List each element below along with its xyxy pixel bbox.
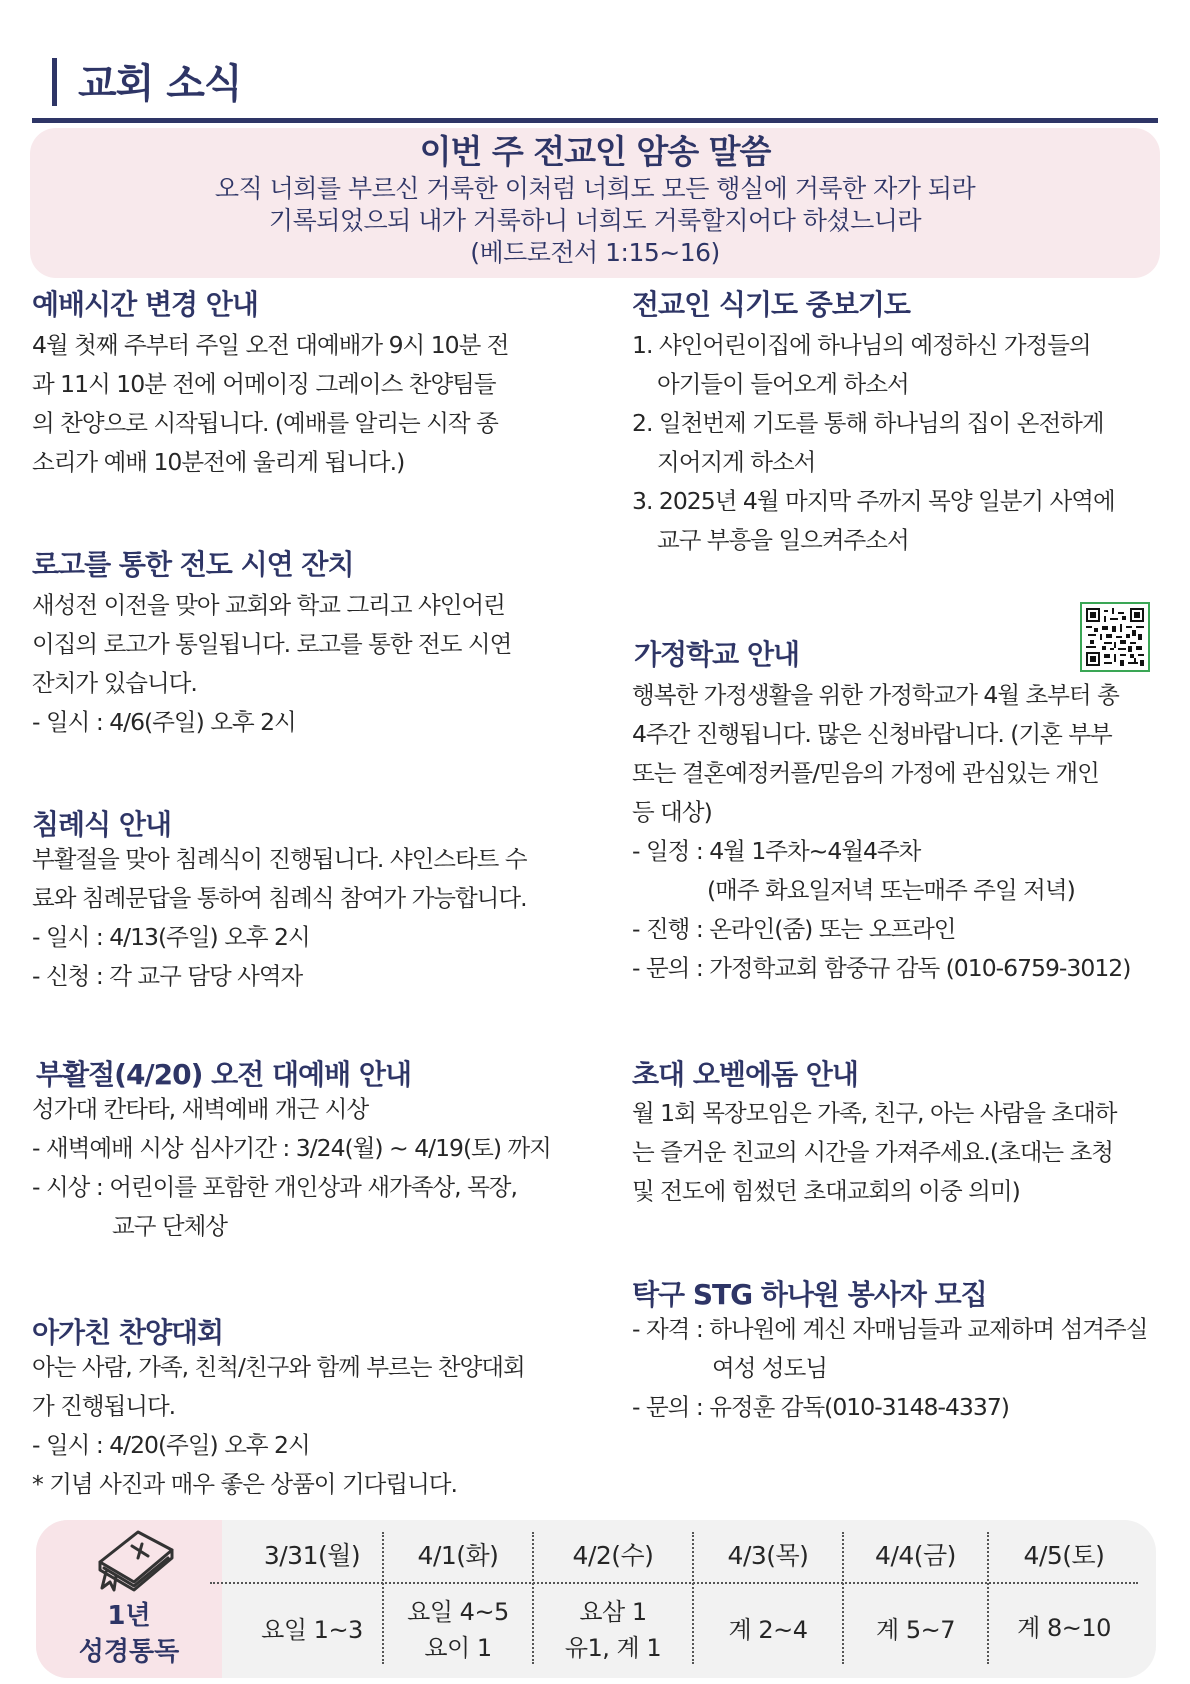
day-reading bbox=[694, 1612, 842, 1648]
verse-line: 오직 너희를 부르신 거룩한 이처럼 너희도 모든 행실에 거룩한 자가 되라 bbox=[214, 174, 976, 203]
prayer-item: 3. 2025년 4월 마지막 주까지 목양 일분기 사역에 bbox=[632, 487, 1115, 515]
reading-line: 계 5~7 bbox=[876, 1616, 955, 1644]
section-body bbox=[632, 1310, 1147, 1427]
reading-line: 계 2~4 bbox=[728, 1616, 808, 1644]
body-line: 료와 침례문답을 통하여 침례식 참여가 가능합니다. bbox=[32, 884, 527, 912]
section-title: 로고를 통한 전도 시연 잔치 bbox=[32, 548, 354, 581]
table-horizontal-divider bbox=[210, 1582, 1138, 1584]
reading-line: 요일 4~5 bbox=[407, 1598, 509, 1626]
body-line: 및 전도에 힘썼던 초대교회의 이중 의미) bbox=[632, 1177, 1020, 1205]
day-header: 4/1(화) bbox=[417, 1541, 499, 1570]
body-line: 월 1회 목장모임은 가족, 친구, 아는 사람을 초대하 bbox=[632, 1099, 1117, 1127]
body-line: 잔치가 있습니다. bbox=[32, 669, 197, 697]
body-line: - 시상 : 어린이를 포함한 개인상과 새가족상, 목장, bbox=[32, 1173, 517, 1201]
prayer-item-cont: 교구 부흥을 일으켜주소서 bbox=[657, 526, 909, 554]
body-line: 소리가 예배 10분전에 울리게 됩니다.) bbox=[32, 448, 405, 476]
section-baptism bbox=[32, 806, 527, 996]
label-line: 성경통독 bbox=[78, 1637, 180, 1667]
section-title: 예배시간 변경 안내 bbox=[32, 288, 258, 321]
section-title: 아가친 찬양대회 bbox=[32, 1316, 224, 1349]
section-title: 전교인 식기도 중보기도 bbox=[632, 288, 910, 321]
body-line: 4월 첫째 주부터 주일 오전 대예배가 9시 10분 전 bbox=[32, 331, 509, 359]
body-line: 등 대상) bbox=[632, 798, 712, 826]
body-line: - 새벽예배 시상 심사기간 : 3/24(월) ~ 4/19(토) 까지 bbox=[32, 1134, 551, 1162]
section-body bbox=[632, 326, 1115, 560]
body-line: 4주간 진행됩니다. 많은 신청바랍니다. (기혼 부부 bbox=[632, 720, 1112, 748]
body-line: - 일시 : 4/20(주일) 오후 2시 bbox=[32, 1431, 310, 1459]
body-line: 새성전 이전을 맞아 교회와 학교 그리고 샤인어린 bbox=[32, 591, 505, 619]
body-line: - 문의 : 유정훈 감독(010-3148-4337) bbox=[632, 1393, 1009, 1421]
section-body bbox=[632, 676, 1130, 988]
page-title: 교회 소식 bbox=[78, 61, 242, 107]
day-header: 4/2(수) bbox=[572, 1541, 654, 1570]
body-line: 과 11시 10분 전에 어메이징 그레이스 찬양팀들 bbox=[32, 370, 496, 398]
reading-line: 요일 1~3 bbox=[261, 1616, 363, 1644]
body-line: 성가대 칸타타, 새벽예배 개근 시상 bbox=[32, 1095, 369, 1123]
section-title: 가정학교 안내 bbox=[634, 638, 800, 671]
section-agachin-praise bbox=[32, 1314, 525, 1504]
section-title: 초대 오벧에돔 안내 bbox=[632, 1058, 858, 1091]
section-title: 침례식 안내 bbox=[32, 808, 171, 841]
body-line: 이집의 로고가 통일됩니다. 로고를 통한 전도 시연 bbox=[32, 630, 512, 658]
section-body bbox=[32, 326, 508, 482]
section-family-school bbox=[634, 636, 1130, 988]
body-line: - 진행 : 온라인(줌) 또는 오프라인 bbox=[632, 915, 956, 943]
section-logo-evangelism bbox=[32, 546, 511, 742]
body-line: 여성 성도님 bbox=[712, 1354, 827, 1382]
section-body bbox=[32, 1348, 525, 1504]
body-line: - 일시 : 4/6(주일) 오후 2시 bbox=[32, 708, 296, 736]
verse-title: 이번 주 전교인 암송 말씀 bbox=[419, 132, 771, 171]
label-line: 1년 bbox=[107, 1601, 151, 1631]
prayer-item-cont: 지어지게 하소서 bbox=[657, 448, 816, 476]
header-divider bbox=[32, 118, 1158, 123]
body-line: - 일정 : 4월 1주차~4월4주차 bbox=[632, 837, 921, 865]
prayer-item: 1. 샤인어린이집에 하나님의 예정하신 가정들의 bbox=[632, 331, 1091, 359]
verse-reference: (베드로전서 1:15~16) bbox=[470, 238, 720, 267]
day-reading bbox=[242, 1612, 382, 1648]
body-line: 아는 사람, 가족, 친척/친구와 함께 부르는 찬양대회 bbox=[32, 1353, 525, 1381]
reading-line: 요삼 1 bbox=[579, 1598, 647, 1626]
day-reading bbox=[989, 1610, 1139, 1646]
body-line: 의 찬양으로 시작됩니다. (예배를 알리는 시작 종 bbox=[32, 409, 498, 437]
section-body bbox=[32, 840, 527, 996]
section-meal-prayer bbox=[632, 286, 1115, 560]
section-body bbox=[32, 1090, 551, 1246]
body-line: 행복한 가정생활을 위한 가정학교가 4월 초부터 총 bbox=[632, 681, 1119, 709]
section-invite-obed-edom bbox=[632, 1056, 1117, 1211]
day-header: 4/5(토) bbox=[1023, 1541, 1105, 1570]
section-title: 탁구 STG 하나원 봉사자 모집 bbox=[632, 1278, 987, 1311]
section-body bbox=[632, 1094, 1117, 1211]
bible-reading-label bbox=[36, 1598, 222, 1670]
reading-line: 계 8~10 bbox=[1017, 1614, 1111, 1642]
memory-verse-box bbox=[30, 128, 1160, 278]
body-line: (매주 화요일저녁 또는매주 주일 저녁) bbox=[707, 876, 1075, 904]
prayer-item: 2. 일천번제 기도를 통해 하나님의 집이 온전하게 bbox=[632, 409, 1104, 437]
day-reading bbox=[384, 1594, 532, 1666]
body-line: * 기념 사진과 매우 좋은 상품이 기다립니다. bbox=[32, 1470, 457, 1498]
section-volunteer-recruit bbox=[632, 1276, 1147, 1427]
day-header: 3/31(월) bbox=[263, 1541, 361, 1570]
verse-line: 기록되었으되 내가 거룩하니 너희도 거룩할지어다 하셨느니라 bbox=[268, 206, 922, 235]
day-header: 4/3(목) bbox=[727, 1541, 809, 1570]
section-body bbox=[32, 586, 511, 742]
section-easter-service bbox=[32, 1056, 551, 1246]
body-line: - 일시 : 4/13(주일) 오후 2시 bbox=[32, 923, 310, 951]
section-worship-time bbox=[32, 286, 508, 482]
day-reading bbox=[844, 1612, 987, 1648]
body-line: 는 즐거운 친교의 시간을 가져주세요.(초대는 초청 bbox=[632, 1138, 1114, 1166]
body-line: - 문의 : 가정학교회 함중규 감독 (010-6759-3012) bbox=[632, 954, 1131, 982]
body-line: - 자격 : 하나원에 계신 자매님들과 교제하며 섬겨주실 bbox=[632, 1315, 1148, 1343]
body-line: 교구 단체상 bbox=[112, 1212, 227, 1240]
bible-reading-label-panel bbox=[36, 1520, 222, 1678]
body-line: 가 진행됩니다. bbox=[32, 1392, 176, 1420]
day-header: 4/4(금) bbox=[875, 1541, 956, 1570]
reading-line: 요이 1 bbox=[424, 1634, 492, 1662]
reading-line: 유1, 계 1 bbox=[564, 1634, 662, 1662]
prayer-item-cont: 아기들이 들어오게 하소서 bbox=[657, 370, 909, 398]
body-line: 또는 결혼예정커플/믿음의 가정에 관심있는 개인 bbox=[632, 759, 1099, 787]
body-line: 부활절을 맞아 침례식이 진행됩니다. 샤인스타트 수 bbox=[32, 845, 527, 873]
header-accent-bar bbox=[52, 58, 57, 106]
body-line: - 신청 : 각 교구 담당 사역자 bbox=[32, 962, 303, 990]
section-title: 부활절(4/20) 오전 대예배 안내 bbox=[36, 1058, 411, 1091]
bible-icon bbox=[92, 1528, 178, 1598]
day-reading bbox=[534, 1594, 692, 1666]
